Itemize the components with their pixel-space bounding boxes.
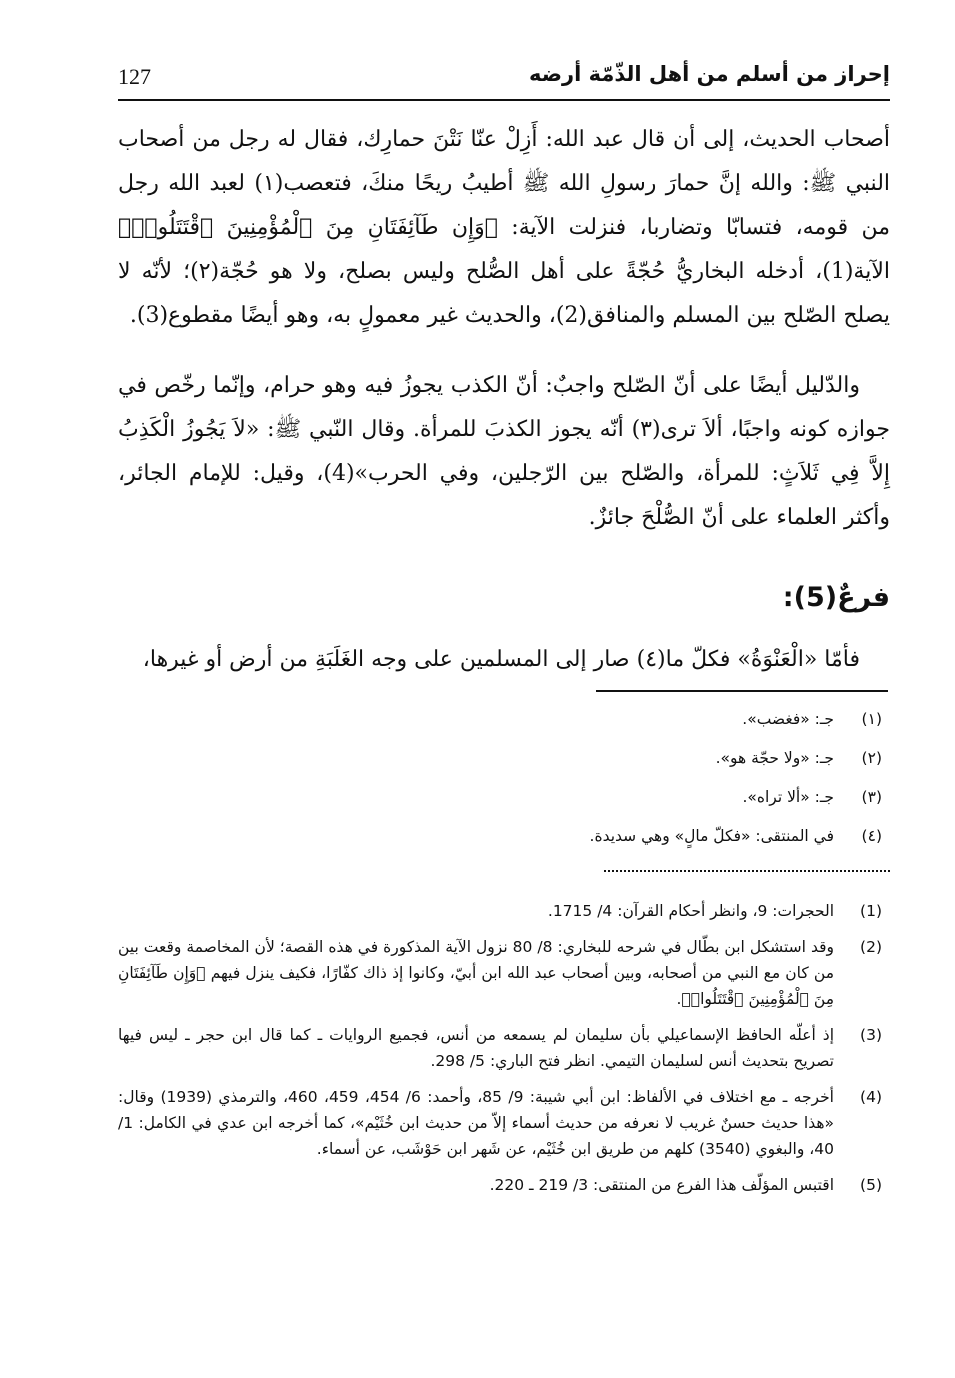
footnote — [118, 786, 890, 825]
page-number: 127 — [118, 64, 151, 89]
footnote-number: (2) — [860, 938, 882, 956]
footnote-text: في المنتقى: «فكلّ مالٍ» وهي سديدة. — [589, 827, 834, 845]
footnote-number: (٤) — [861, 827, 882, 845]
body-paragraph: والدّليل أيضًا على أنّ الصّلح واجبٌ: أنّ الكذب يجوزُ فيه وهو حرام، وإنّما رخّص في جوازه كونه واجبًا، ألاَ ترى(٣) أنّه يجوز الكذبَ للمرأة. وقال النّبي ﷺ: «لاَ يَجُوزُ الْكَذِبُ إِلاَّ فِي ثَلاَثٍ: للمرأة، والصّلح بين الرّجلين، وفي الحرب»(4)، وقيل: للإمام الجائر، وأكثر العلماء على أنّ الصُّلْحَ جائزٌ. — [118, 373, 890, 530]
section-heading: فرعٌ(5): — [782, 582, 890, 613]
running-title: إحراز من أسلم من أهل الذّمّة أرضه — [528, 62, 890, 86]
footnote-number: (٣) — [861, 788, 882, 806]
footnote — [118, 708, 890, 747]
footnote-text: جـ: «ألا تراه». — [742, 788, 834, 806]
footnote — [118, 1172, 890, 1198]
footnote — [118, 1084, 890, 1162]
footnote — [118, 934, 890, 1012]
footnote — [118, 1022, 890, 1074]
footnote-text: إذ أعلّه الحافظ الإسماعيلي بأن سليمان لم يسمعه من أنس، فجميع الروايات ـ كما قال ابن حجر ـ ليس فيها تصريح بتحديث أنس لسليمان التيمي. انظر فتح الباري: 5/ 298. — [118, 1026, 834, 1070]
footnote-text: الحجرات: 9، وانظر أحكام القرآن: 4/ 1715. — [547, 902, 834, 920]
footnote-number: (3) — [860, 1026, 882, 1044]
footnote — [118, 825, 890, 864]
footnote — [118, 747, 890, 786]
footnote-text: اقتبس المؤلّف هذا الفرع من المنتقى: 3/ 219 ـ 220. — [489, 1176, 834, 1194]
page-header — [118, 60, 890, 96]
manuscript-notes — [118, 708, 890, 864]
footnote-number: (٢) — [861, 749, 882, 767]
footnote-text: وقد استشكل ابن بطّال في شرحه للبخاري: 8/ 80 نزول الآية المذكورة في هذه القصة؛ لأن المخاصمة وقعت بين من كان مع النبي من أصحابه، وبين أصحاب عبد الله ابن أبيّ، وكانوا إذ ذاك كفّارًا، فكيف ينزل فيهم ﴿وَإِن طَآئِفَتَانِ مِنَ ٱلْمُؤْمِنِينَ ٱقْتَتَلُوا۟﴾. — [118, 938, 834, 1008]
footnote-number: (١) — [861, 710, 882, 728]
main-text — [118, 118, 890, 682]
footnote-number: (1) — [860, 902, 882, 920]
footnote-number: (5) — [860, 1176, 882, 1194]
footnote — [118, 898, 890, 924]
footnote-text: جـ: «فغضب». — [742, 710, 834, 728]
dotted-separator — [604, 870, 890, 872]
header-rule — [118, 99, 890, 101]
body-paragraph: أصحاب الحديث، إلى أن قال عبد الله: أَزِلْ عنّا نَتْنَ حمارِك، فقال له رجل من أصحاب النبي ﷺ: والله إنَّ حمارَ رسولِ الله ﷺ أطيبُ ريحًا منكَ، فتعصب(١) لعبد الله رجل من قومه، فتسابّا وتضاربا، فنزلت الآية: ﴿وَإِن طَآئِفَتَانِ مِنَ ٱلْمُؤْمِنِينَ ٱقْتَتَلُوا۟﴾ الآية(1)، أدخله البخاريُّ حُجّةً على أهل الصُّلح وليس بصلح، ولا هو حُجّة(٢)؛ لأنّه لا يصلح الصّلح بين المسلم والمنافق(2)، والحديث غير معمولٍ به، وهو أيضًا مقطوع(3). — [118, 127, 891, 328]
editor-notes — [118, 898, 890, 1208]
footnote-divider — [596, 690, 888, 692]
footnote-text: جـ: «ولا حجّة هو». — [715, 749, 834, 767]
body-paragraph: فأمّا «الْعَنْوَةُ» فكلّ ما(٤) صار إلى المسلمين على وجه الغَلَبَةِ من أرض أو غيرها، — [142, 647, 860, 672]
footnote-text: أخرجه ـ مع اختلاف في الألفاظ: ابن أبي شيبة: 9/ 85، وأحمد: 6/ 454، 459، 460، والترمذي (1939) وقال: «هذا حديث حسنٌ غريب لا نعرفه من حديث أسماء إلاّ من حديث ابن خُثَيْم»، كما أخرجه ابن عدي في الكامل: 1/ 40، والبغوي (3540) كلهم من طريق ابن خُثَيْم، عن شَهر ابن حَوْشَب، عن أسماء. — [118, 1088, 834, 1158]
footnote-number: (4) — [860, 1088, 882, 1106]
